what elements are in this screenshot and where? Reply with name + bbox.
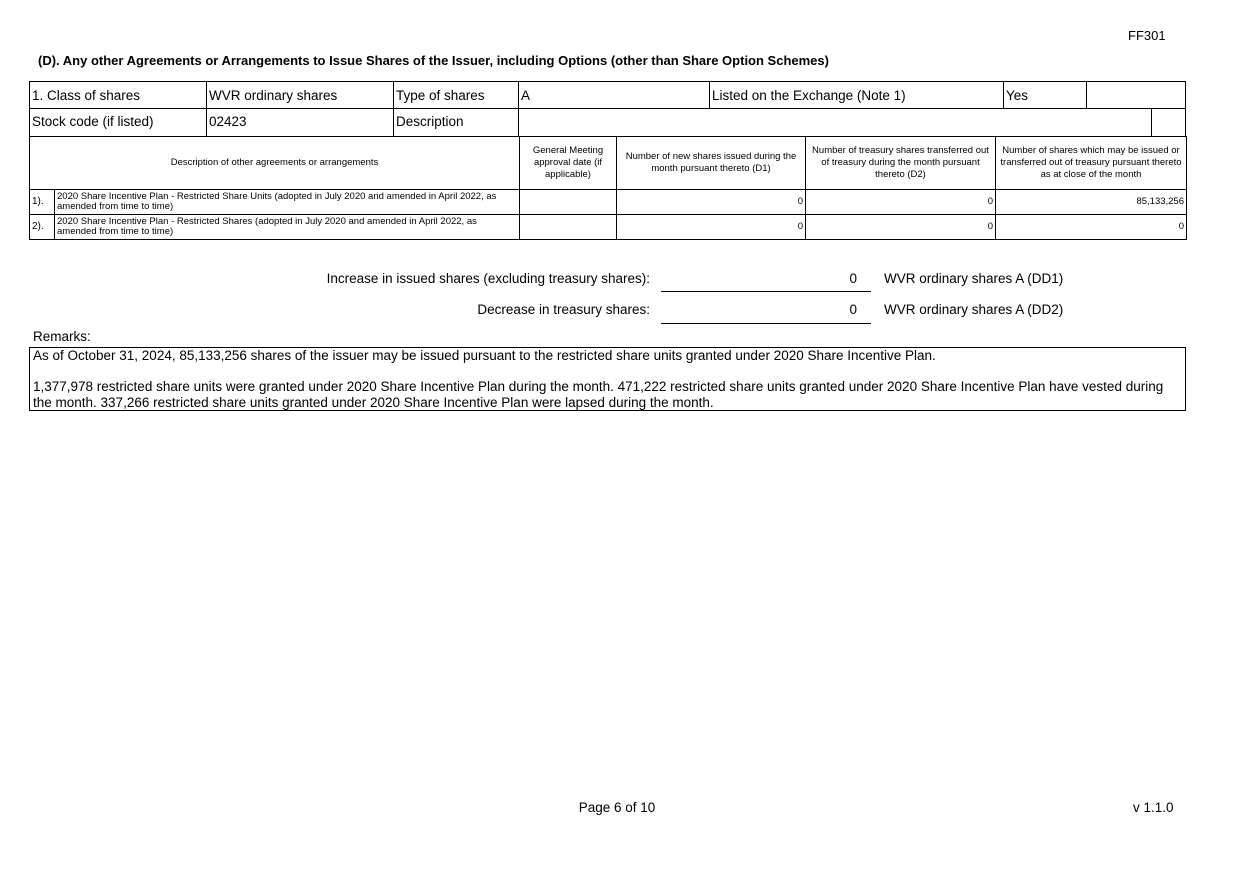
stock-code-value: 02423 [209,114,247,129]
col-header-d1: Number of new shares issued during the month pursuant thereto (D1) [617,137,806,190]
description-label: Description [396,114,464,129]
class-of-shares-label: 1. Class of shares [32,88,141,103]
remarks-paragraph: 1,377,978 restricted share units were granted under 2020 Share Incentive Plan during the month. 471,222 restricted share units granted under 2020 Share Incentive Plan have vested during the month. 337,266 restricted share units granted under 2020 Share Incentive Plan were lapsed during the month. [33,379,1164,410]
table-row [30,190,1187,215]
row-outstanding: 85,133,256 [996,190,1187,215]
increase-value: 0 [849,271,857,286]
decrease-unit: WVR ordinary shares A (DD2) [884,302,1064,317]
row-d2: 0 [806,190,996,215]
remarks-label: Remarks: [33,329,91,344]
decrease-label: Decrease in treasury shares: [477,302,650,317]
page-number: Page 6 of 10 [578,800,656,815]
row-approval-date [520,215,617,240]
col-header-approval-date: General Meeting approval date (if applicable) [520,137,617,190]
increase-label: Increase in issued shares (excluding treasury shares): [326,271,650,286]
col-header-description: Description of other agreements or arrangements [30,137,520,190]
type-of-shares-value: A [521,88,531,103]
decrease-value: 0 [849,302,857,317]
row-d2: 0 [806,215,996,240]
row-index: 1). [30,190,55,215]
type-of-shares-label: Type of shares [396,88,485,103]
section-title: (D). Any other Agreements or Arrangements to Issue Shares of the Issuer, including Options (other than Share Option Schemes) [38,53,829,68]
increase-unit: WVR ordinary shares A (DD1) [884,271,1064,286]
decrease-underline [661,323,871,324]
row-d1: 0 [617,190,806,215]
table-row [30,215,1187,240]
row-approval-date [520,190,617,215]
share-class-header [29,81,1186,137]
stock-code-label: Stock code (if listed) [32,114,154,129]
form-code: FF301 [1128,28,1166,43]
row-description: 2020 Share Incentive Plan - Restricted Share Units (adopted in July 2020 and amended in April 2022, as amended from time to time) [55,190,520,215]
row-outstanding: 0 [996,215,1187,240]
version-label: v 1.1.0 [1133,800,1174,815]
row-index: 2). [30,215,55,240]
remarks-box [29,347,1186,411]
row-d1: 0 [617,215,806,240]
listed-label: Listed on the Exchange (Note 1) [712,88,906,103]
agreements-table [29,136,1187,240]
col-header-outstanding: Number of shares which may be issued or transferred out of treasury pursuant thereto as at close of the month [996,137,1187,190]
col-header-d2: Number of treasury shares transferred out of treasury during the month pursuant thereto (D2) [806,137,996,190]
remarks-paragraph: As of October 31, 2024, 85,133,256 shares of the issuer may be issued pursuant to the restricted share units granted under 2020 Share Incentive Plan. [33,348,936,363]
class-of-shares-value: WVR ordinary shares [209,88,338,103]
listed-value: Yes [1006,88,1029,103]
increase-underline [661,291,871,292]
row-description: 2020 Share Incentive Plan - Restricted Shares (adopted in July 2020 and amended in April 2022, as amended from time to time) [55,215,520,240]
